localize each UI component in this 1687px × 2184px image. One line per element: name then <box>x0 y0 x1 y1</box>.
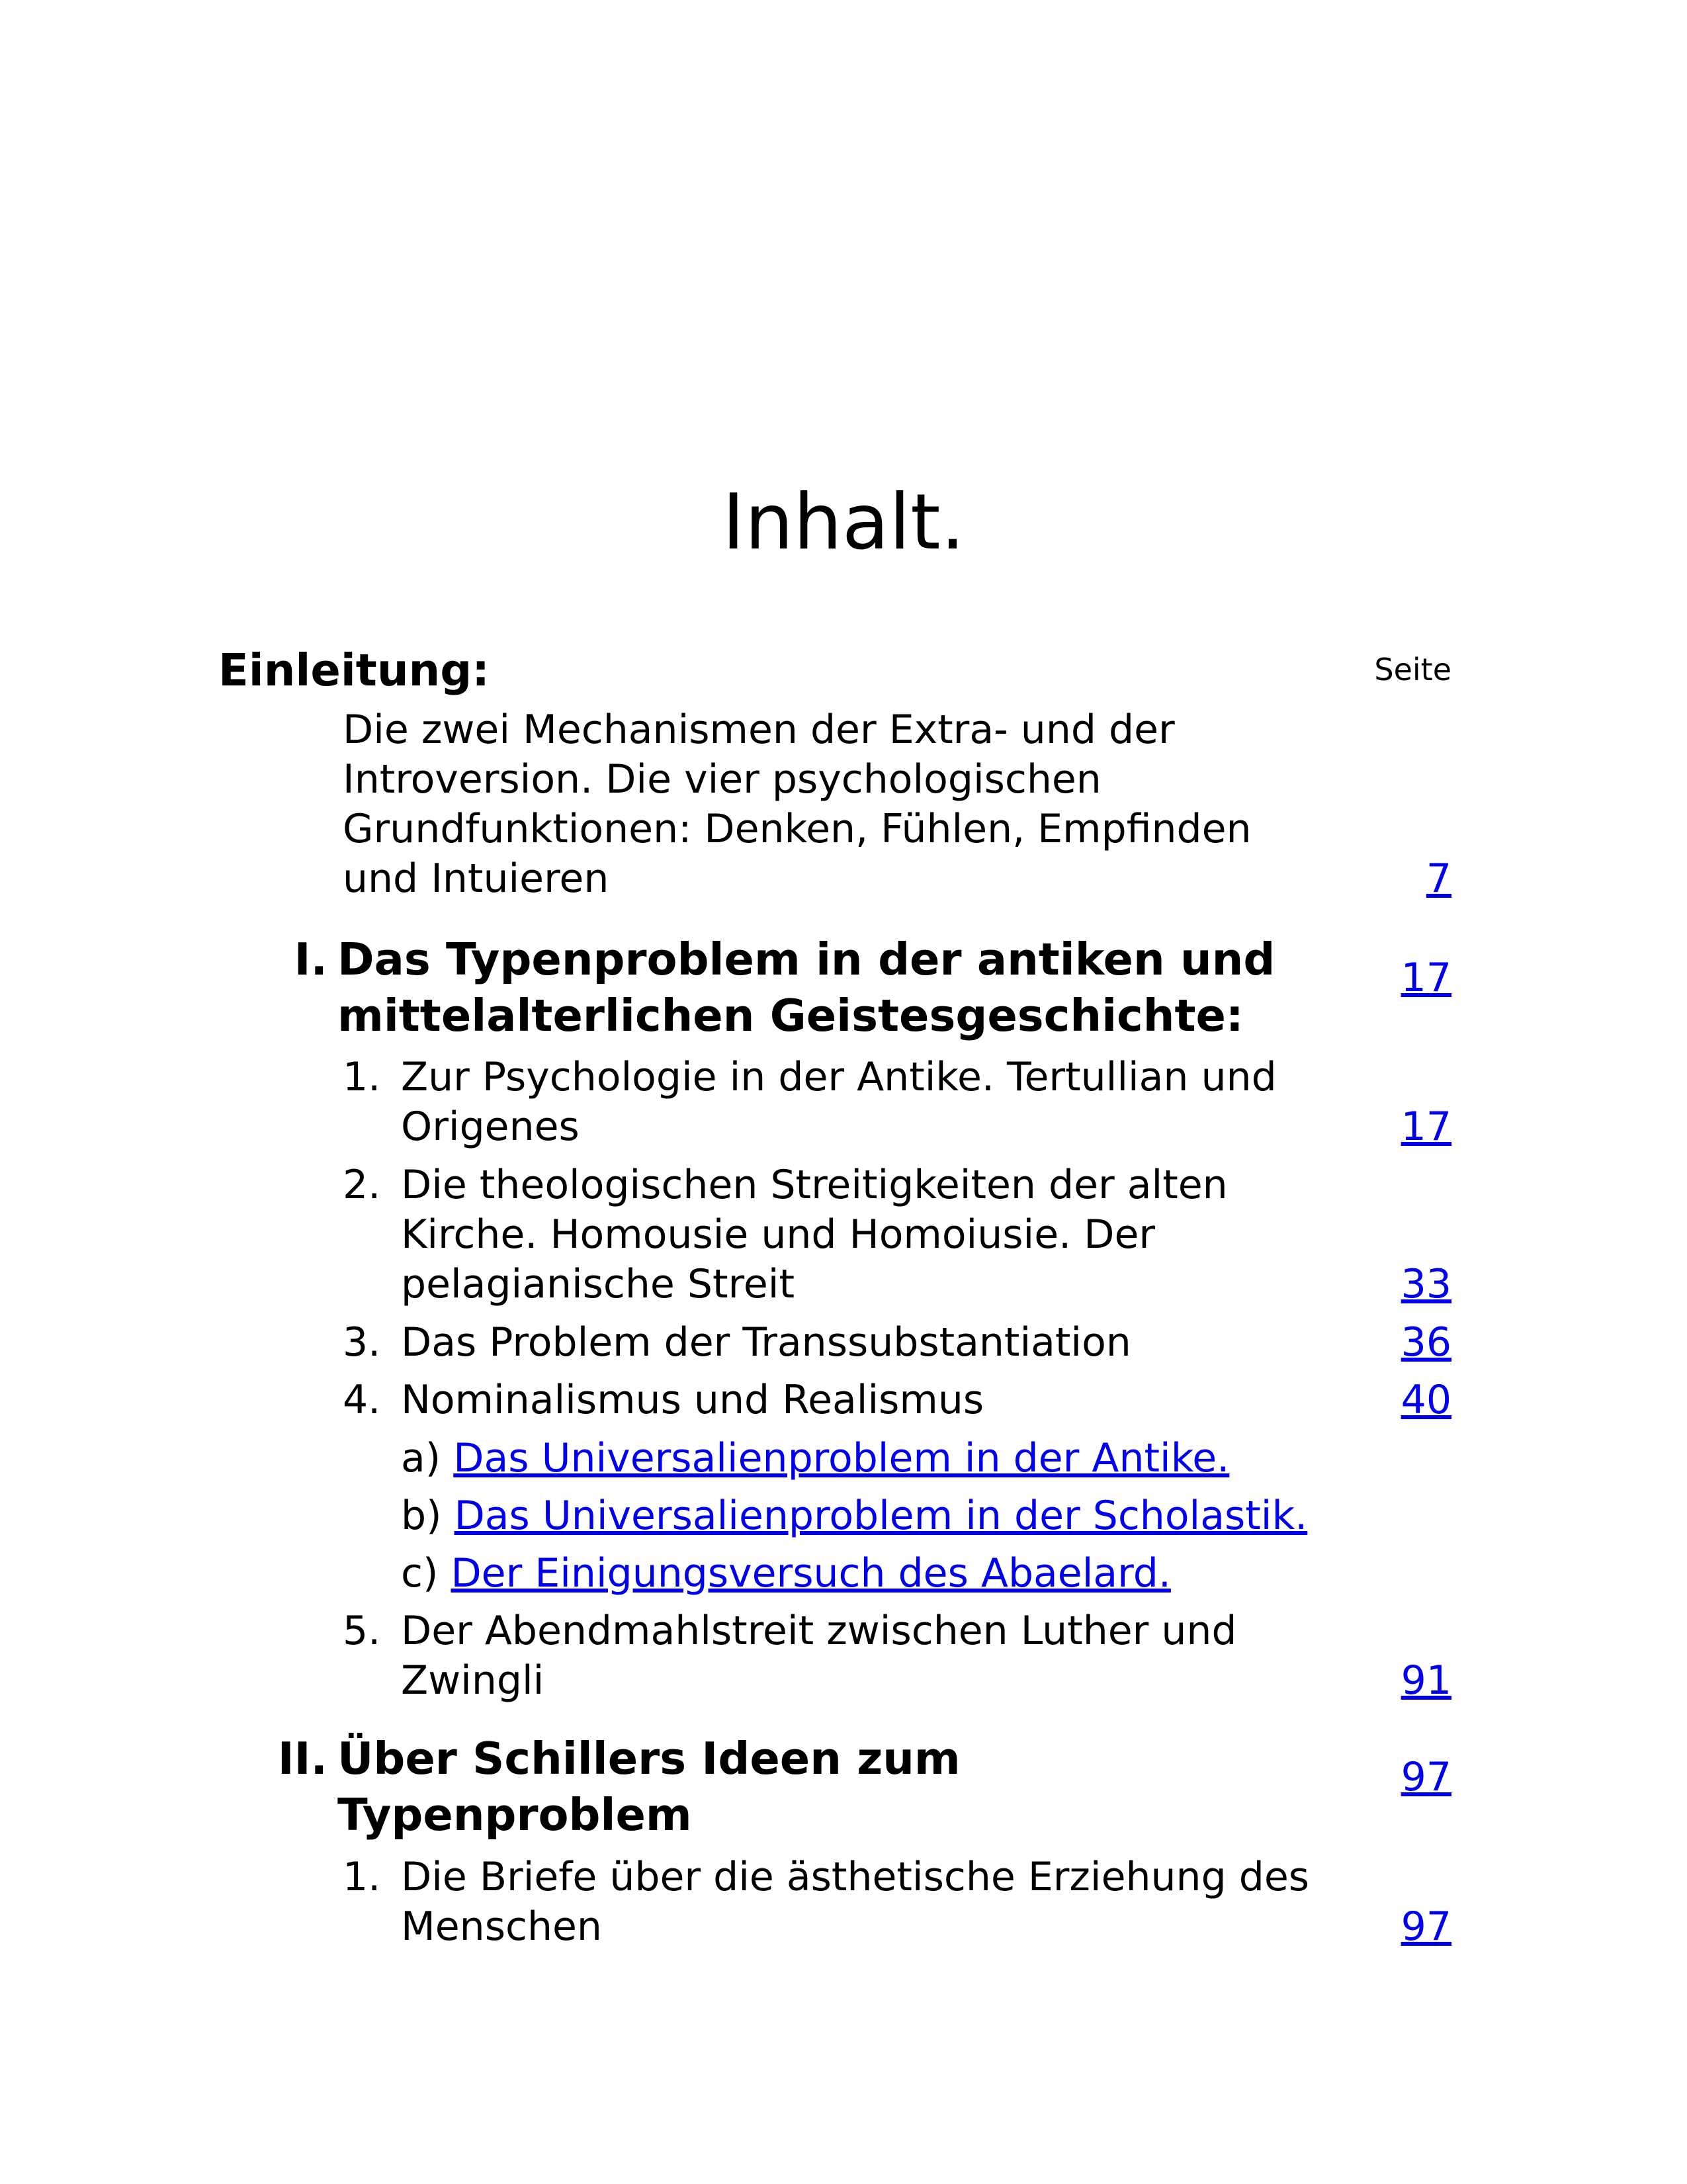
intro-heading: Einleitung: <box>218 644 490 696</box>
section4-line-1: Nominalismus und Realismus <box>401 1377 984 1423</box>
chapter2-numeral: II. <box>277 1733 327 1784</box>
subsection-a <box>401 1434 1229 1483</box>
ch2-section1-page-link[interactable]: 97 <box>1401 1903 1451 1950</box>
section5-number: 5. <box>343 1608 381 1654</box>
subsection-c-label: c) <box>401 1550 439 1596</box>
section2-line-2: Kirche. Homousie und Homoiusie. Der <box>401 1211 1156 1258</box>
chapter2-page-link[interactable]: 97 <box>1401 1754 1451 1800</box>
page-title: Inhalt. <box>722 478 965 567</box>
chapter1-page-link[interactable]: 17 <box>1401 955 1451 1001</box>
section4-page-link[interactable]: 40 <box>1401 1377 1451 1423</box>
section3-line-1: Das Problem der Transsubstantiation <box>401 1319 1131 1366</box>
chapter1-title-line-2: mittelalterlichen Geistesgeschichte: <box>337 990 1244 1041</box>
section5-line-2: Zwingli <box>401 1657 544 1704</box>
intro-page-link[interactable]: 7 <box>1426 855 1451 902</box>
subsection-b-link[interactable]: Das Universalienproblem in der Scholastik. <box>454 1493 1308 1539</box>
subsection-a-link[interactable]: Das Universalienproblem in der Antike. <box>453 1435 1230 1481</box>
ch2-section1-line-2: Menschen <box>401 1903 602 1950</box>
section5-line-1: Der Abendmahlstreit zwischen Luther und <box>401 1608 1237 1654</box>
subsection-b-label: b) <box>401 1493 442 1539</box>
chapter1-numeral: I. <box>294 934 327 985</box>
section1-line-1: Zur Psychologie in der Antike. Tertullian und <box>401 1054 1277 1100</box>
chapter2-title-line-2: Typenproblem <box>337 1789 692 1841</box>
section1-number: 1. <box>343 1054 381 1100</box>
section2-line-3: pelagianische Streit <box>401 1261 795 1307</box>
section2-page-link[interactable]: 33 <box>1401 1261 1451 1307</box>
intro-line-2: Introversion. Die vier psychologischen <box>343 756 1102 803</box>
subsection-c-link[interactable]: Der Einigungsversuch des Abaelard. <box>451 1550 1171 1596</box>
section1-line-2: Origenes <box>401 1104 580 1150</box>
section2-number: 2. <box>343 1162 381 1208</box>
intro-line-1: Die zwei Mechanismen der Extra- und der <box>343 707 1175 753</box>
ch2-section1-line-1: Die Briefe über die ästhetische Erziehung des <box>401 1854 1309 1900</box>
section3-page-link[interactable]: 36 <box>1401 1319 1451 1366</box>
ch2-section1-number: 1. <box>343 1854 381 1900</box>
subsection-c <box>401 1549 1171 1598</box>
subsection-b <box>401 1491 1307 1541</box>
section5-page-link[interactable]: 91 <box>1401 1657 1451 1704</box>
subsection-a-label: a) <box>401 1435 441 1481</box>
section4-number: 4. <box>343 1377 381 1423</box>
intro-line-4: und Intuieren <box>343 855 609 902</box>
section1-page-link[interactable]: 17 <box>1401 1104 1451 1150</box>
seite-label: Seite <box>1374 652 1451 687</box>
chapter1-title-line-1: Das Typenproblem in der antiken und <box>337 934 1276 985</box>
chapter2-title-line-1: Über Schillers Ideen zum <box>337 1733 961 1784</box>
intro-line-3: Grundfunktionen: Denken, Fühlen, Empfinden <box>343 806 1252 852</box>
section2-line-1: Die theologischen Streitigkeiten der alten <box>401 1162 1228 1208</box>
section3-number: 3. <box>343 1319 381 1366</box>
